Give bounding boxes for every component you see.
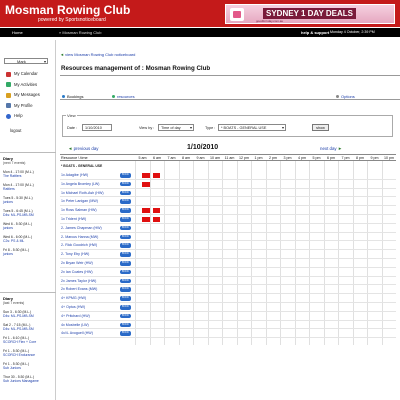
book-button[interactable]: BOOK [120, 296, 131, 301]
diary-title: Diary [3, 296, 14, 301]
sidebar-divider [0, 152, 56, 153]
book-button[interactable]: BOOK [120, 287, 131, 292]
resource-name-link[interactable]: 4x/4- Avoguell (HW) [61, 331, 93, 336]
resource-row [60, 224, 396, 233]
diary-entry-title: juniors [3, 200, 13, 205]
type-select[interactable]: * BOATS - GENERAL USE ▾ [218, 124, 286, 131]
diary-entry-title: SCORCH Endurance [3, 353, 36, 358]
book-button[interactable]: BOOK [120, 305, 131, 310]
resource-row [60, 233, 396, 242]
resource-name-link[interactable]: 1x Michael Roth-Ash (HW) [61, 190, 104, 195]
current-date: Monday 4 October, 2:39 PM [330, 30, 375, 34]
envelope-icon [6, 93, 11, 98]
diary-entry-title: Sub Juniors [3, 366, 21, 371]
date-input[interactable]: 1/10/2010 [82, 124, 112, 131]
book-button[interactable]: BOOK [120, 208, 131, 213]
site-subtitle: powered by Sportsnoticeboard [38, 17, 106, 23]
resource-name-link[interactable]: 2- Tony Eby (HW) [61, 252, 90, 257]
booking-block[interactable] [142, 208, 149, 213]
diary-entry-time: Fri 8 - 5:30 (M.L.) [3, 248, 30, 252]
view-by-select[interactable]: Time of day ▾ [158, 124, 194, 131]
diary-subtitle: (next 7 events) [3, 161, 26, 165]
hour-header: 9 pm [370, 156, 379, 160]
book-button[interactable]: BOOK [120, 217, 131, 222]
diary-entry[interactable] [3, 196, 53, 204]
hour-header: 5 am [138, 156, 147, 160]
resource-row [60, 321, 396, 330]
resource-name-link[interactable]: 2x Bryan Weir (HW) [61, 261, 93, 265]
hour-header: 10 pm [384, 156, 394, 160]
book-button[interactable]: BOOK [120, 173, 131, 178]
diary-entry[interactable] [3, 362, 53, 370]
diary-entry[interactable] [3, 349, 53, 357]
resource-name-link[interactable]: 4+ KPMG (HW) [61, 296, 87, 301]
resource-row [60, 312, 396, 321]
diary-entry[interactable] [3, 183, 53, 191]
hour-header: 10 am [210, 156, 220, 160]
booking-block[interactable] [142, 182, 149, 187]
hour-header: 8 am [182, 156, 190, 160]
resource-row [60, 241, 396, 250]
back-arrow-icon: ◄ [60, 52, 64, 57]
book-button[interactable]: BOOK [120, 226, 131, 231]
sidebar-divider [0, 292, 56, 293]
sidebar-item-my-calendar[interactable]: My Calendar [14, 71, 38, 76]
grid-header [60, 154, 396, 161]
diary-entry[interactable] [3, 222, 53, 230]
left-arrow-icon: ◄ [68, 146, 73, 151]
hour-header: 9 am [196, 156, 205, 160]
book-button[interactable]: BOOK [120, 270, 131, 275]
hour-header: 4 pm [298, 156, 306, 160]
top-navbar [0, 28, 400, 37]
back-to-noticeboard-link[interactable] [60, 52, 135, 57]
diary-entry-time: Fri 1 - 5:30 (M.L.) [3, 362, 30, 366]
diary-entry[interactable] [3, 323, 53, 331]
resource-row [60, 171, 396, 180]
diary-entry-title: D4s: ML-PS-MB-SM [3, 327, 34, 332]
site-title[interactable]: Mosman Rowing Club [5, 3, 131, 17]
resource-row [60, 259, 396, 268]
hour-header: 1 pm [254, 156, 263, 160]
help-icon [6, 114, 11, 119]
hour-header: 12 pm [239, 156, 249, 160]
view-by-label: View by : [139, 126, 155, 130]
calendar-icon [6, 72, 11, 77]
resource-row [60, 303, 396, 312]
show-button[interactable]: show [312, 124, 329, 131]
resource-group-label: * BOATS - GENERAL USE [61, 164, 103, 168]
tab-resources[interactable]: resources [117, 94, 135, 99]
tab-bar [60, 91, 400, 100]
diary-entry-time: Mon 4 - 17:00 (M.L.) [3, 170, 34, 174]
book-button[interactable]: BOOK [120, 331, 131, 336]
resource-name-link[interactable]: 1x Peter Lanigan (MW) [61, 199, 98, 204]
diary-title: Diary [3, 156, 14, 161]
resource-row [60, 197, 396, 206]
resource-row [60, 215, 396, 224]
diary-entry-time: Wed 6 - 5:30 (M.L.) [3, 222, 33, 226]
book-button[interactable]: BOOK [120, 279, 131, 284]
hour-header: 11 am [224, 156, 235, 160]
diary-entry-time: Fri 1 - 6:10 (M.L.) [3, 336, 30, 340]
view-filter-box [62, 115, 393, 137]
cake-icon [230, 8, 244, 21]
book-button[interactable]: BOOK [120, 252, 131, 257]
resource-name-link[interactable]: 1x Adagibe (HW) [61, 173, 89, 177]
diary-entry-title: Rattlers [3, 187, 15, 192]
hour-header: 2 pm [269, 156, 277, 160]
booking-block[interactable] [153, 208, 160, 213]
next-day-link[interactable] [320, 146, 342, 151]
booking-block[interactable] [153, 173, 160, 178]
sidebar-item-my-activities[interactable]: My Activities [14, 81, 38, 87]
person-icon [6, 103, 11, 108]
diary-entry-time: Wed 6 - 6:00 (M.L.) [3, 235, 33, 239]
resource-row [60, 189, 396, 198]
resource-name-link[interactable]: 4x Mosbelle (LW) [61, 322, 89, 327]
site-header [0, 0, 400, 27]
sidebar-item-my-messages[interactable]: My Messages [14, 92, 40, 97]
hour-header: 8 pm [356, 156, 364, 160]
help-support-link[interactable]: help & support [301, 30, 330, 35]
diary-entry-title: D4s: ML-PS-MB-SM [3, 213, 34, 218]
view-legend: View [67, 113, 76, 118]
bookings-icon [62, 95, 65, 98]
booking-block[interactable] [142, 173, 149, 178]
nav-home-link[interactable]: Home [12, 30, 23, 35]
resource-row [60, 206, 396, 215]
previous-day-link[interactable] [68, 146, 99, 151]
hour-header: 7 pm [341, 156, 350, 160]
diary-entry-title: C2s: PS & ML [3, 239, 25, 244]
title-divider [60, 75, 400, 76]
right-arrow-icon: ► [337, 146, 343, 151]
sidebar [0, 40, 56, 400]
diary-entry-time: Fri 1 - 5:30 (M.L.) [3, 349, 30, 353]
resource-name-link[interactable]: 2x Ian Coates (HW) [61, 269, 93, 274]
diary-entry-title: juniors [3, 252, 13, 257]
book-button[interactable]: BOOK [120, 182, 131, 187]
ad-banner[interactable] [225, 4, 395, 24]
resource-row [60, 268, 396, 277]
resource-name-link[interactable]: 4+ Pritchard (HW) [61, 313, 90, 318]
resource-name-link[interactable]: 2- Marcus Hanna (MW) [61, 234, 99, 239]
book-button[interactable]: BOOK [120, 323, 131, 328]
breadcrumb[interactable]: » Mosman Rowing Club [59, 30, 102, 35]
book-button[interactable]: BOOK [120, 235, 131, 240]
book-button[interactable]: BOOK [120, 191, 131, 196]
resource-name-link[interactable]: 4+ Optus (HW) [61, 305, 86, 309]
diary-entry[interactable] [3, 336, 53, 344]
hour-header: 5 pm [312, 156, 321, 160]
book-button[interactable]: BOOK [120, 261, 131, 266]
back-link-label: view Mosman Rowing Club noticeboard [65, 52, 136, 57]
diary-entry[interactable] [3, 375, 53, 383]
sidebar-item-help[interactable]: Help [14, 113, 23, 118]
resource-name-link[interactable]: 2x James Taylor (HW) [61, 278, 97, 283]
diary-subtitle: (last 7 events) [3, 301, 25, 305]
previous-day-label: previous day [73, 146, 99, 151]
diary-entry[interactable] [3, 310, 53, 318]
resource-row [60, 277, 396, 286]
current-day-heading: 1/10/2010 [187, 144, 219, 151]
diary-entry-title: D4s: ML-PS-MB-SM [3, 314, 34, 319]
resource-name-link[interactable]: 1x Ross Salman (HW) [61, 208, 97, 213]
resource-name-link[interactable]: 1x Trident (HW) [61, 217, 87, 221]
resource-name-link[interactable]: 2- James Chapman (HW) [61, 225, 102, 230]
diary-entry-time: Sun 3 - 6:30 (M.L.) [3, 310, 32, 314]
diary-entry[interactable] [3, 209, 53, 217]
book-button[interactable]: BOOK [120, 199, 131, 204]
date-label: Date : [67, 126, 78, 130]
diary-entry-time: Sat 2 - 7:15 (M.L.) [3, 323, 31, 327]
diary-entry-time: Mon 4 - 17:00 (M.L.) [3, 183, 34, 187]
diary-entry-time: Tues 5 - 6:45 (M.L.) [3, 209, 33, 213]
page-title: Resources management of : Mosman Rowing Club [61, 65, 211, 72]
ad-text: SYDNEY 1 DAY DEALS [263, 8, 356, 19]
diary-entry-title: The Rattlers [3, 174, 22, 179]
type-label: Type : [205, 126, 216, 130]
diary-entry-title: SCORCH Flex + Core [3, 340, 37, 345]
book-button[interactable]: BOOK [120, 243, 131, 248]
diary-entry[interactable] [3, 248, 53, 256]
diary-entry-title: Sub Juniors Managame [3, 379, 39, 384]
resource-row [60, 329, 396, 338]
booking-block[interactable] [142, 217, 149, 222]
sidebar-item-logout[interactable]: logout [10, 127, 22, 133]
book-button[interactable]: BOOK [120, 314, 131, 319]
resource-row [60, 294, 396, 303]
diary-entry[interactable] [3, 235, 53, 243]
options-icon [336, 95, 339, 98]
resource-name-link[interactable]: 1x Angela Bromley (LW) [61, 181, 100, 186]
diary-entry[interactable] [3, 170, 53, 178]
resources-icon [112, 95, 115, 98]
ad-small-text: goodfor1day.com.au [256, 19, 284, 23]
resource-name-link[interactable]: 2x Robert Evans (MW) [61, 287, 98, 292]
user-select[interactable]: Mark ▾ [4, 58, 48, 64]
hour-header: 6 pm [327, 156, 335, 160]
hour-header: 7 am [167, 156, 176, 160]
hour-header: 6 am [153, 156, 161, 160]
resource-row [60, 250, 396, 259]
tab-bookings[interactable]: Bookings [67, 94, 84, 99]
sidebar-item-my-profile[interactable]: My Profile [14, 102, 33, 108]
tab-options[interactable]: Options [341, 94, 355, 99]
resource-name-link[interactable]: 2- Rick Goodrich (HW) [61, 243, 98, 248]
resource-row [60, 180, 396, 189]
diary-entry-title: juniors [3, 226, 13, 231]
booking-block[interactable] [153, 217, 160, 222]
diary-entry-time: Thur 30 - 5:30 (M.L.) [3, 375, 35, 379]
resource-time-header: Resource \ time [61, 156, 88, 160]
resource-row [60, 285, 396, 294]
hour-header: 3 pm [283, 156, 292, 160]
activities-icon [6, 82, 11, 87]
main-content [56, 40, 400, 400]
next-day-label: next day [320, 146, 337, 151]
diary-entry-time: Tues 5 - 5:30 (M.L.) [3, 196, 33, 200]
